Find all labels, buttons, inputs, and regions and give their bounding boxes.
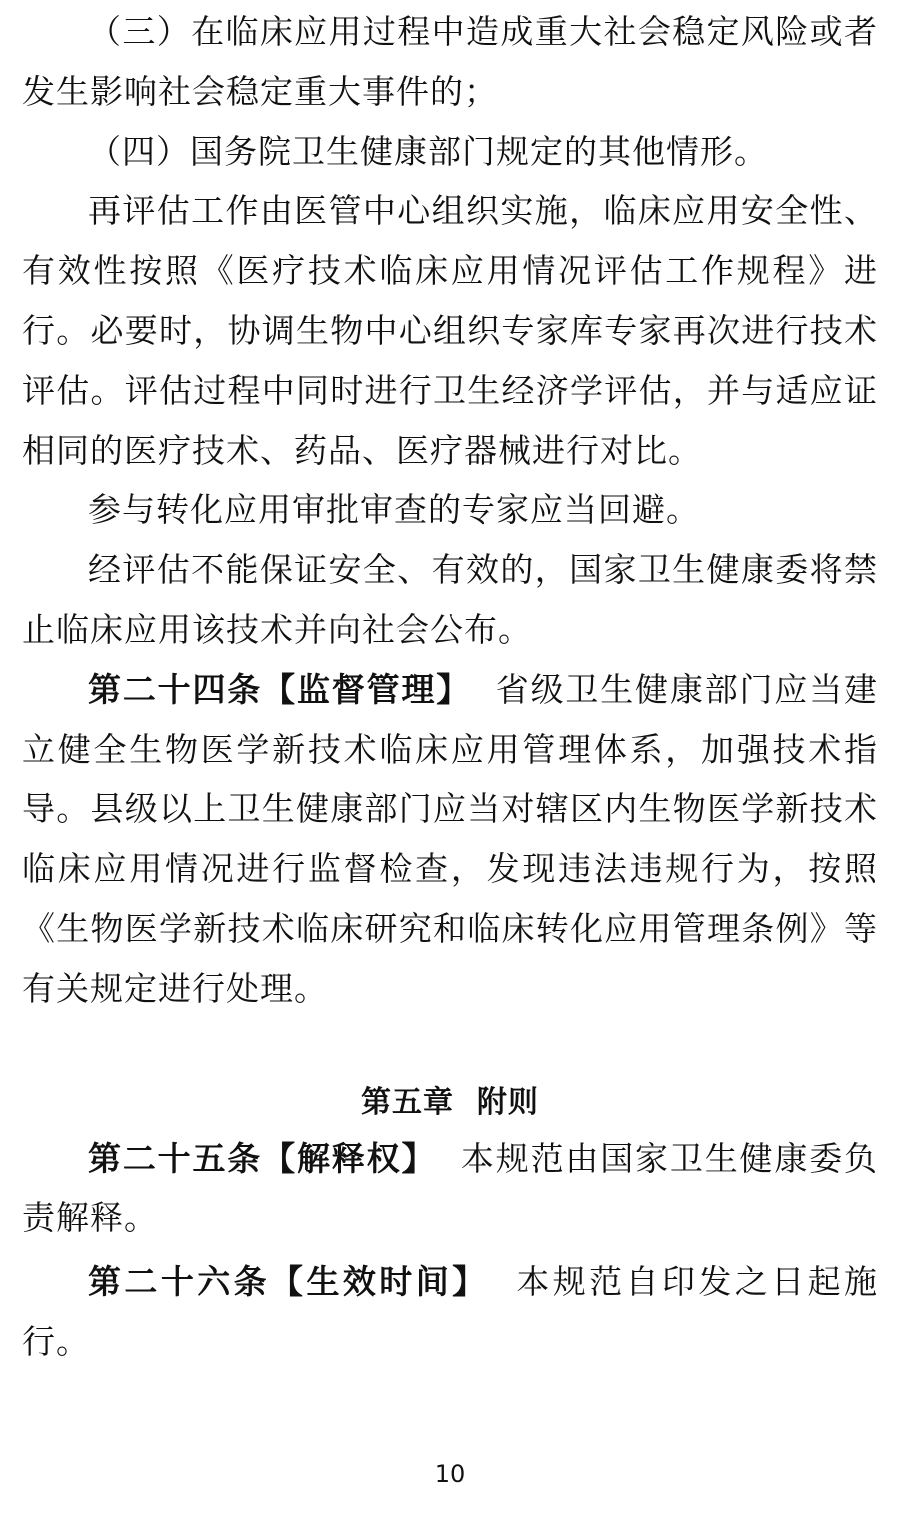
paragraph-item-four xyxy=(22,122,878,182)
article-title: 第二十六条【生效时间】 xyxy=(88,1262,489,1302)
paragraph-item-three xyxy=(22,2,878,122)
article-text: 省级卫生健康部门应当建立健全生物医学新技术临床应用管理体系，加强技术指导。县级以上卫生健康部门应当对辖区内生物医学新技术临床应用情况进行监督检查，发现违法违规行为，按照《生物医学新技术临床研究和临床转化应用管理条例》等有关规定进行处理。 xyxy=(22,669,879,1008)
article-text: 本规范自印发之日起施行。 xyxy=(22,1262,879,1361)
paragraph-prohibition xyxy=(22,540,878,660)
article-title: 第二十四条【监督管理】 xyxy=(88,669,472,709)
article-26 xyxy=(22,1252,878,1372)
page-number: 10 xyxy=(434,1460,466,1488)
section-gap xyxy=(22,1019,878,1077)
article-24 xyxy=(22,660,878,1019)
article-spacer xyxy=(489,1262,517,1301)
chapter-heading: 第五章 附则 xyxy=(361,1084,539,1120)
article-title: 第二十五条【解释权】 xyxy=(88,1138,437,1178)
paragraph-reassessment xyxy=(22,181,878,480)
paragraph-text: 经评估不能保证安全、有效的，国家卫生健康委将禁止临床应用该技术并向社会公布。 xyxy=(22,550,878,649)
paragraph-text: （三）在临床应用过程中造成重大社会稳定风险或者发生影响社会稳定重大事件的； xyxy=(22,12,878,111)
article-25 xyxy=(22,1129,878,1249)
article-spacer xyxy=(436,1139,461,1178)
article-spacer xyxy=(471,670,496,709)
paragraph-text: （四）国务院卫生健康部门规定的其他情形。 xyxy=(88,131,768,171)
article-text: 本规范由国家卫生健康委负责解释。 xyxy=(22,1138,879,1238)
paragraph-recusal xyxy=(22,480,878,540)
paragraph-text: 再评估工作由医管中心组织实施，临床应用安全性、有效性按照《医疗技术临床应用情况评估工作规程》进行。必要时，协调生物中心组织专家库专家再次进行技术评估。评估过程中同时进行卫生经济学评估，并与适应证相同的医疗技术、药品、医疗器械进行对比。 xyxy=(22,191,878,470)
paragraph-text: 参与转化应用审批审查的专家应当回避。 xyxy=(88,490,700,530)
document-page xyxy=(22,0,878,1372)
